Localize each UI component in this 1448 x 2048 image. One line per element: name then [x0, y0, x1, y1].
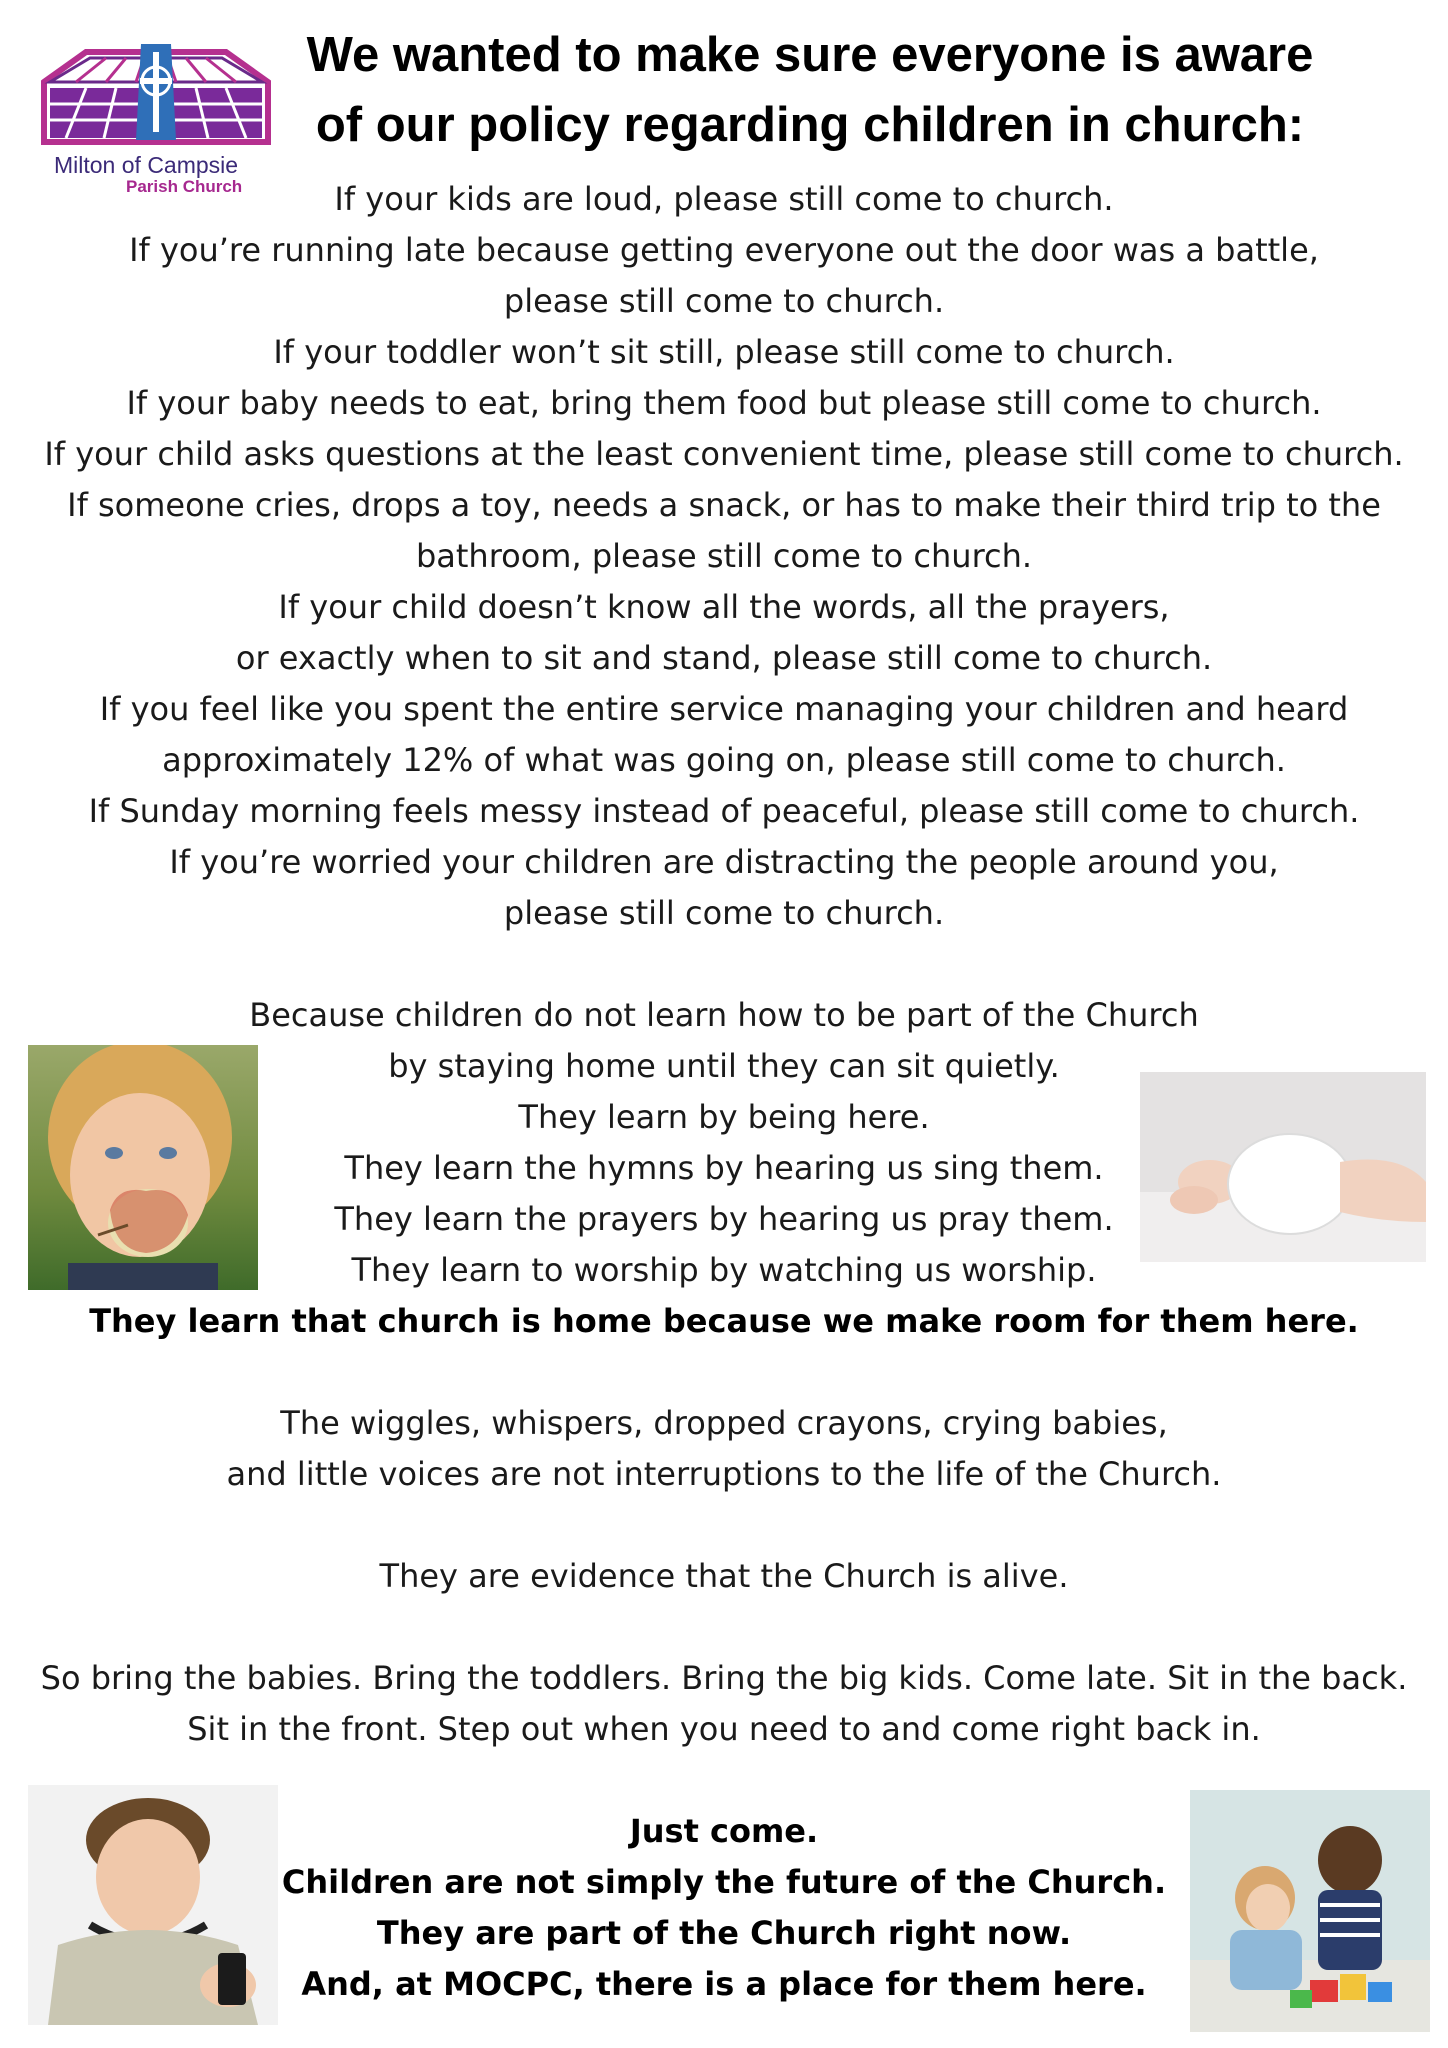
- closing-line: And, at MOCPC, there is a place for them here.: [301, 1965, 1147, 2003]
- closing-line: Just come.: [629, 1812, 819, 1850]
- body-line: please still come to church.: [503, 894, 945, 932]
- body-line: If Sunday morning feels messy instead of peaceful, please still come to church.: [88, 792, 1360, 830]
- body-line: The wiggles, whispers, dropped crayons, crying babies,: [280, 1404, 1168, 1442]
- logo-church-name: Milton of Campsie: [54, 152, 239, 178]
- body-line: They learn by being here.: [518, 1098, 930, 1136]
- body-line: If someone cries, drops a toy, needs a snack, or has to make their third trip to the: [67, 486, 1381, 524]
- teen-with-phone-photo: [28, 1785, 278, 2025]
- body-line: If your child doesn’t know all the words, all the prayers,: [278, 588, 1170, 626]
- church-logo: [36, 30, 276, 200]
- body-line: and little voices are not interruptions to the life of the Church.: [226, 1455, 1222, 1493]
- body-line: They learn the prayers by hearing us pray them.: [334, 1200, 1114, 1238]
- body-line: If your child asks questions at the least convenient time, please still come to church.: [44, 435, 1404, 473]
- body-line: Because children do not learn how to be part of the Church: [249, 996, 1199, 1034]
- body-line: or exactly when to sit and stand, please still come to church.: [235, 639, 1213, 677]
- title-line-1: We wanted to make sure everyone is aware: [306, 28, 1314, 82]
- body-line: They are evidence that the Church is alive.: [379, 1557, 1069, 1595]
- body-line: They learn to worship by watching us worship.: [351, 1251, 1097, 1289]
- title-line-2: of our policy regarding children in church:: [315, 98, 1305, 152]
- closing-line: They are part of the Church right now.: [376, 1914, 1072, 1952]
- body-line: If you’re running late because getting everyone out the door was a battle,: [129, 231, 1319, 269]
- closing-line: Children are not simply the future of the Church.: [281, 1863, 1167, 1901]
- body-line: If you feel like you spent the entire service managing your children and heard: [99, 690, 1349, 728]
- body-line: So bring the babies. Bring the toddlers. Bring the big kids. Come late. Sit in the back.: [40, 1659, 1408, 1697]
- logo-subtitle: Parish Church: [126, 177, 243, 196]
- body-line: bathroom, please still come to church.: [415, 537, 1033, 575]
- church-roof-logo-icon: [36, 30, 276, 150]
- body-line: Sit in the front. Step out when you need to and come right back in.: [187, 1710, 1261, 1748]
- body-line: If you’re worried your children are distracting the people around you,: [169, 843, 1279, 881]
- child-eating-apple-photo: [28, 1045, 258, 1290]
- page-title: [280, 20, 1340, 160]
- body-line: please still come to church.: [503, 282, 945, 320]
- toddlers-playing-photo: [1190, 1790, 1430, 2032]
- body-line-emphasis: They learn that church is home because we make room for them here.: [89, 1302, 1359, 1340]
- baby-in-diaper-photo: [1140, 1072, 1426, 1262]
- body-line: If your kids are loud, please still come to church.: [334, 180, 1114, 218]
- body-line: If your baby needs to eat, bring them food but please still come to church.: [126, 384, 1322, 422]
- body-line: They learn the hymns by hearing us sing them.: [344, 1149, 1104, 1187]
- body-line: by staying home until they can sit quietly.: [388, 1047, 1060, 1085]
- body-line: approximately 12% of what was going on, please still come to church.: [162, 741, 1286, 779]
- body-line: If your toddler won’t sit still, please still come to church.: [273, 333, 1175, 371]
